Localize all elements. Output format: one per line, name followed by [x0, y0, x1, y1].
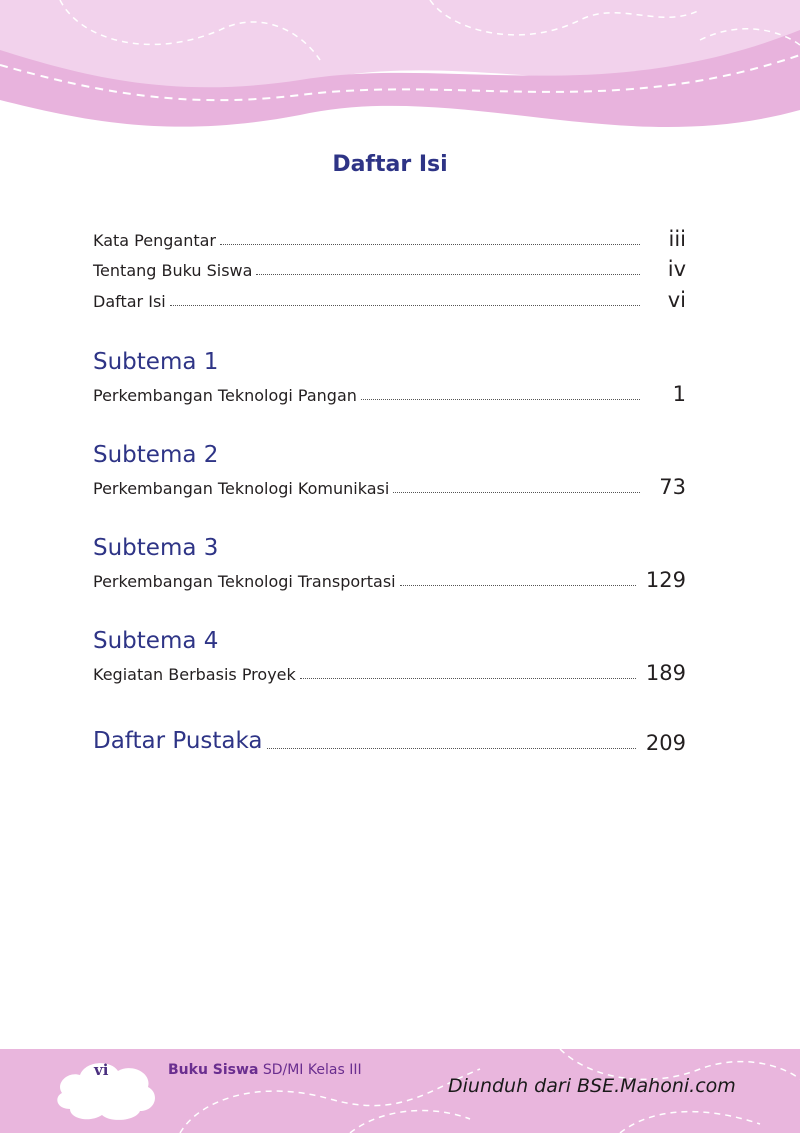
toc-entry-label: Daftar Pustaka [93, 728, 263, 754]
toc-entry-page: vi [667, 288, 686, 312]
toc-entry-page: 209 [645, 731, 686, 755]
toc-entry-page: iii [668, 227, 686, 251]
header-decoration [0, 0, 800, 130]
subtema-heading-2: Subtema 2 [93, 442, 219, 468]
toc-entry-daftar-isi[interactable] [93, 290, 686, 311]
footer-book-title-rest: SD/MI Kelas III [258, 1062, 362, 1078]
toc-entry-label: Tentang Buku Siswa [93, 261, 253, 280]
subtema-heading-1: Subtema 1 [93, 349, 219, 375]
toc-entry-label: Perkembangan Teknologi Pangan [93, 386, 357, 405]
dot-leader [220, 244, 640, 245]
dot-leader [393, 492, 640, 493]
toc-entry-label: Kegiatan Berbasis Proyek [93, 665, 296, 684]
toc-entry-label: Perkembangan Teknologi Transportasi [93, 572, 396, 591]
toc-entry-page: iv [667, 257, 686, 281]
subtema-heading-4: Subtema 4 [93, 628, 219, 654]
footer-book-title [168, 1062, 362, 1078]
toc-entry-kata-pengantar[interactable] [93, 229, 686, 250]
dot-leader [361, 399, 640, 400]
dot-leader [400, 585, 636, 586]
toc-entry-page: 73 [659, 475, 686, 499]
subtema-heading-3: Subtema 3 [93, 535, 219, 561]
toc-entry-page: 1 [672, 382, 686, 406]
toc-entry-page: 129 [645, 568, 686, 592]
toc-entry-subtema-4[interactable] [93, 663, 686, 684]
toc-entry-label: Kata Pengantar [93, 231, 216, 250]
toc-entry-page: 189 [645, 661, 686, 685]
page-title: Daftar Isi [332, 152, 448, 177]
dot-leader [170, 305, 640, 306]
toc-entry-subtema-2[interactable] [93, 477, 686, 498]
toc-entry-subtema-3[interactable] [93, 570, 686, 591]
toc-entry-tentang-buku-siswa[interactable] [93, 259, 686, 280]
dot-leader [300, 678, 636, 679]
footer-book-title-bold: Buku Siswa [168, 1062, 259, 1078]
dot-leader [267, 748, 636, 749]
dot-leader [256, 274, 640, 275]
toc-entry-daftar-pustaka[interactable] [93, 728, 686, 754]
toc-entry-label: Daftar Isi [93, 292, 166, 311]
download-watermark: Diunduh dari BSE.Mahoni.com [448, 1075, 736, 1097]
toc-entry-subtema-1[interactable] [93, 384, 686, 405]
page-number: vi [94, 1061, 109, 1079]
toc-entry-label: Perkembangan Teknologi Komunikasi [93, 479, 390, 498]
